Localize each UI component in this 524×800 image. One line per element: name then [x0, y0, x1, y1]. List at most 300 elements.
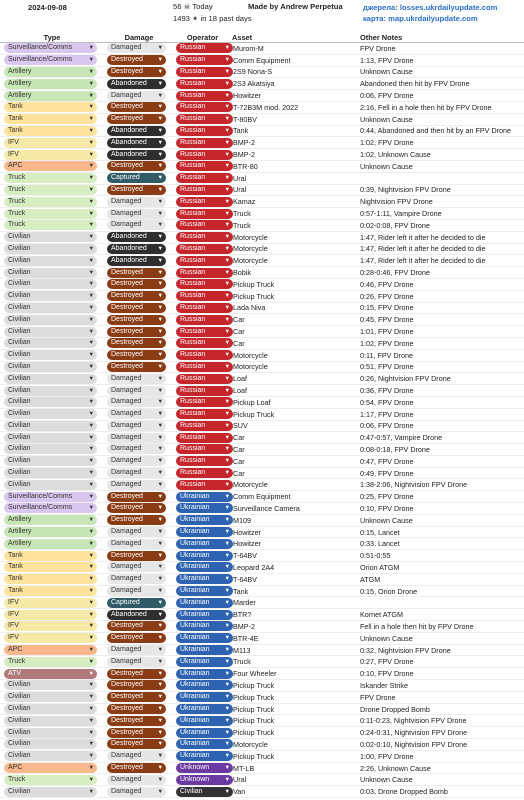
operator-select[interactable] [176, 444, 233, 454]
operator-select[interactable] [176, 350, 233, 360]
column-operator[interactable]: Operator [186, 33, 219, 42]
operator-select-label: Ukrainian [180, 716, 210, 724]
damage-select[interactable] [107, 362, 166, 372]
damage-select[interactable] [107, 55, 166, 65]
dropdown-arrow-icon: ▼ [224, 635, 230, 642]
damage-select[interactable] [107, 79, 166, 89]
damage-select[interactable] [107, 645, 166, 655]
damage-select[interactable] [107, 303, 166, 313]
damage-select[interactable] [107, 268, 166, 278]
column-damage[interactable]: Damage [124, 33, 154, 42]
damage-select[interactable] [107, 386, 166, 396]
type-select[interactable] [4, 716, 97, 726]
column-asset[interactable]: Asset [232, 33, 253, 42]
notes-cell: 0:51-0:55 [360, 551, 391, 561]
type-select[interactable] [4, 197, 97, 207]
dropdown-arrow-icon: ▼ [88, 222, 94, 229]
map-link[interactable]: карта: map.ukrdailyupdate.com [363, 14, 478, 23]
type-select[interactable] [4, 362, 97, 372]
operator-select[interactable] [176, 586, 233, 596]
asset-cell: Truck [233, 220, 251, 230]
dropdown-arrow-icon: ▼ [88, 694, 94, 701]
asset-cell: Ural [233, 173, 247, 183]
damage-select[interactable] [107, 43, 166, 53]
operator-select[interactable] [176, 386, 233, 396]
damage-select[interactable] [107, 315, 166, 325]
operator-select[interactable] [176, 161, 233, 171]
operator-select[interactable] [176, 67, 233, 77]
type-select[interactable] [4, 433, 97, 443]
type-select[interactable] [4, 515, 97, 525]
type-select[interactable] [4, 610, 97, 620]
type-select[interactable] [4, 209, 97, 219]
type-select[interactable] [4, 621, 97, 631]
dropdown-arrow-icon: ▼ [157, 540, 163, 547]
damage-select[interactable] [107, 515, 166, 525]
operator-select[interactable] [176, 173, 233, 183]
type-select[interactable] [4, 338, 97, 348]
operator-select-label: Russian [180, 374, 206, 382]
notes-cell: 1:00, FPV Drone [360, 751, 414, 761]
damage-select-label: Destroyed [111, 67, 143, 75]
dropdown-arrow-icon: ▼ [224, 540, 230, 547]
damage-select[interactable] [107, 421, 166, 431]
damage-select[interactable] [107, 279, 166, 289]
type-select[interactable] [4, 751, 97, 761]
type-select[interactable] [4, 586, 97, 596]
operator-select[interactable] [176, 55, 233, 65]
table-row [0, 421, 524, 433]
type-select-label: Tank [8, 103, 23, 111]
type-select[interactable] [4, 55, 97, 65]
type-select[interactable] [4, 256, 97, 266]
type-select[interactable] [4, 421, 97, 431]
damage-select[interactable] [107, 291, 166, 301]
type-select[interactable] [4, 728, 97, 738]
damage-select[interactable] [107, 598, 166, 608]
notes-cell: 0:51, FPV Drone [360, 362, 414, 372]
dropdown-arrow-icon: ▼ [88, 116, 94, 123]
type-select[interactable] [4, 138, 97, 148]
operator-select[interactable] [176, 787, 233, 797]
column-notes[interactable]: Other Notes [360, 33, 403, 42]
type-select[interactable] [4, 161, 97, 171]
operator-select[interactable] [176, 775, 233, 785]
dropdown-arrow-icon: ▼ [224, 729, 230, 736]
damage-select-label: Captured [111, 174, 140, 182]
type-select[interactable] [4, 220, 97, 230]
dropdown-arrow-icon: ▼ [88, 788, 94, 795]
damage-select[interactable] [107, 244, 166, 254]
dropdown-arrow-icon: ▼ [224, 493, 230, 500]
damage-select[interactable] [107, 209, 166, 219]
operator-select[interactable] [176, 574, 233, 584]
operator-select[interactable] [176, 433, 233, 443]
type-select[interactable] [4, 539, 97, 549]
damage-select-label: Damaged [111, 374, 142, 382]
operator-select[interactable] [176, 503, 233, 513]
type-select[interactable] [4, 456, 97, 466]
column-type[interactable]: Type [43, 33, 61, 42]
type-select[interactable] [4, 527, 97, 537]
dropdown-arrow-icon: ▼ [224, 682, 230, 689]
damage-select[interactable] [107, 338, 166, 348]
operator-select[interactable] [176, 669, 233, 679]
dropdown-arrow-icon: ▼ [224, 576, 230, 583]
type-select[interactable] [4, 327, 97, 337]
damage-select[interactable] [107, 161, 166, 171]
operator-select[interactable] [176, 315, 233, 325]
type-select[interactable] [4, 692, 97, 702]
type-select[interactable] [4, 480, 97, 490]
damage-select[interactable] [107, 220, 166, 230]
notes-cell: Iskander Strike [360, 680, 408, 690]
dropdown-arrow-icon: ▼ [224, 788, 230, 795]
operator-select[interactable] [176, 327, 233, 337]
operator-select[interactable] [176, 197, 233, 207]
operator-select[interactable] [176, 539, 233, 549]
damage-select-label: Damaged [111, 421, 142, 429]
dropdown-arrow-icon: ▼ [157, 776, 163, 783]
asset-cell: BMP-2 [233, 621, 255, 631]
operator-select[interactable] [176, 527, 233, 537]
operator-select[interactable] [176, 362, 233, 372]
dropdown-arrow-icon: ▼ [224, 694, 230, 701]
damage-select[interactable] [107, 574, 166, 584]
type-select[interactable] [4, 704, 97, 714]
damage-select[interactable] [107, 350, 166, 360]
operator-select[interactable] [176, 739, 233, 749]
damage-select[interactable] [107, 138, 166, 148]
type-select[interactable] [4, 173, 97, 183]
dropdown-arrow-icon: ▼ [224, 481, 230, 488]
damage-select[interactable] [107, 539, 166, 549]
operator-select[interactable] [176, 79, 233, 89]
asset-cell: Pickup Truck [233, 291, 275, 301]
operator-select[interactable] [176, 185, 233, 195]
type-select[interactable] [4, 468, 97, 478]
damage-select[interactable] [107, 197, 166, 207]
dropdown-arrow-icon: ▼ [157, 210, 163, 217]
operator-select-label: Russian [180, 303, 206, 311]
dropdown-arrow-icon: ▼ [224, 670, 230, 677]
damage-select[interactable] [107, 751, 166, 761]
damage-select-label: Damaged [111, 752, 142, 760]
notes-cell: 1:38-2:06, Nightvision FPV Drone [360, 480, 468, 490]
type-select[interactable] [4, 91, 97, 101]
type-select[interactable] [4, 150, 97, 160]
type-select[interactable] [4, 315, 97, 325]
operator-select[interactable] [176, 551, 233, 561]
type-select[interactable] [4, 645, 97, 655]
damage-select[interactable] [107, 562, 166, 572]
damage-select-label: Destroyed [111, 622, 143, 630]
operator-select[interactable] [176, 657, 233, 667]
type-select[interactable] [4, 551, 97, 561]
type-select[interactable] [4, 79, 97, 89]
operator-select[interactable] [176, 492, 233, 502]
dropdown-arrow-icon: ▼ [157, 481, 163, 488]
damage-select[interactable] [107, 126, 166, 136]
damage-select[interactable] [107, 621, 166, 631]
operator-select[interactable] [176, 102, 233, 112]
operator-select[interactable] [176, 480, 233, 490]
damage-select[interactable] [107, 409, 166, 419]
damage-select[interactable] [107, 468, 166, 478]
table-row [0, 751, 524, 763]
type-select[interactable] [4, 303, 97, 313]
dropdown-arrow-icon: ▼ [88, 163, 94, 170]
damage-select[interactable] [107, 150, 166, 160]
damage-select[interactable] [107, 114, 166, 124]
dropdown-arrow-icon: ▼ [157, 529, 163, 536]
operator-select[interactable] [176, 209, 233, 219]
asset-cell: Car [233, 338, 245, 348]
operator-select[interactable] [176, 633, 233, 643]
dropdown-arrow-icon: ▼ [88, 552, 94, 559]
type-select[interactable] [4, 409, 97, 419]
type-select[interactable] [4, 763, 97, 773]
operator-select[interactable] [176, 704, 233, 714]
damage-select[interactable] [107, 610, 166, 620]
operator-select[interactable] [176, 126, 233, 136]
asset-cell: BTR? [233, 610, 252, 620]
asset-cell: SUV [233, 421, 248, 431]
type-select[interactable] [4, 43, 97, 53]
operator-select[interactable] [176, 256, 233, 266]
operator-select[interactable] [176, 680, 233, 690]
type-select[interactable] [4, 574, 97, 584]
type-select[interactable] [4, 386, 97, 396]
losses-table [0, 43, 524, 798]
operator-select[interactable] [176, 138, 233, 148]
asset-cell: 2S9 Nona-S [233, 67, 273, 77]
operator-select[interactable] [176, 374, 233, 384]
operator-select[interactable] [176, 621, 233, 631]
sources-link[interactable]: джерела: losses.ukrdailyupdate.com [363, 3, 498, 12]
operator-select-label: Russian [180, 233, 206, 241]
type-select[interactable] [4, 669, 97, 679]
operator-select[interactable] [176, 456, 233, 466]
damage-select[interactable] [107, 102, 166, 112]
dropdown-arrow-icon: ▼ [157, 198, 163, 205]
operator-select-label: Russian [180, 351, 206, 359]
dropdown-arrow-icon: ▼ [88, 45, 94, 52]
damage-select[interactable] [107, 704, 166, 714]
type-select[interactable] [4, 492, 97, 502]
type-select[interactable] [4, 126, 97, 136]
operator-select[interactable] [176, 751, 233, 761]
damage-select-label: Destroyed [111, 504, 143, 512]
damage-select[interactable] [107, 586, 166, 596]
dropdown-arrow-icon: ▼ [157, 139, 163, 146]
asset-cell: Motorcycle [233, 244, 268, 254]
type-select[interactable] [4, 244, 97, 254]
type-select[interactable] [4, 185, 97, 195]
explosion-icon: ✴ [192, 14, 199, 23]
notes-cell: 1:02, FPV Drone [360, 338, 414, 348]
damage-select[interactable] [107, 633, 166, 643]
operator-select-label: Russian [180, 410, 206, 418]
damage-select[interactable] [107, 374, 166, 384]
type-select[interactable] [4, 739, 97, 749]
damage-select[interactable] [107, 232, 166, 242]
dropdown-arrow-icon: ▼ [224, 245, 230, 252]
operator-select[interactable] [176, 232, 233, 242]
asset-cell: Kamaz [233, 197, 256, 207]
operator-select[interactable] [176, 150, 233, 160]
operator-select[interactable] [176, 220, 233, 230]
type-select-label: IFV [8, 622, 19, 630]
dropdown-arrow-icon: ▼ [224, 505, 230, 512]
operator-select-label: Russian [180, 398, 206, 406]
damage-select[interactable] [107, 527, 166, 537]
damage-select-label: Destroyed [111, 115, 143, 123]
damage-select[interactable] [107, 716, 166, 726]
damage-select[interactable] [107, 91, 166, 101]
damage-select[interactable] [107, 503, 166, 513]
dropdown-arrow-icon: ▼ [157, 517, 163, 524]
notes-cell: Unknown Cause [360, 67, 413, 77]
operator-select[interactable] [176, 610, 233, 620]
operator-select[interactable] [176, 515, 233, 525]
notes-cell: 0:06, FPV Drone [360, 91, 414, 101]
type-select[interactable] [4, 102, 97, 112]
dropdown-arrow-icon: ▼ [88, 234, 94, 241]
operator-select[interactable] [176, 692, 233, 702]
type-select[interactable] [4, 444, 97, 454]
damage-select[interactable] [107, 763, 166, 773]
damage-select[interactable] [107, 173, 166, 183]
operator-select[interactable] [176, 716, 233, 726]
skull-icon: ☠ [183, 2, 191, 11]
operator-select[interactable] [176, 562, 233, 572]
dropdown-arrow-icon: ▼ [88, 599, 94, 606]
dropdown-arrow-icon: ▼ [157, 151, 163, 158]
operator-select[interactable] [176, 268, 233, 278]
damage-select[interactable] [107, 256, 166, 266]
damage-select[interactable] [107, 657, 166, 667]
damage-select[interactable] [107, 692, 166, 702]
dropdown-arrow-icon: ▼ [88, 611, 94, 618]
table-row [0, 538, 524, 550]
past-count [173, 14, 252, 23]
type-select[interactable] [4, 350, 97, 360]
damage-select[interactable] [107, 492, 166, 502]
type-select[interactable] [4, 680, 97, 690]
type-select[interactable] [4, 598, 97, 608]
operator-select[interactable] [176, 728, 233, 738]
damage-select-label: Destroyed [111, 315, 143, 323]
damage-select-label: Damaged [111, 221, 142, 229]
type-select[interactable] [4, 67, 97, 77]
damage-select[interactable] [107, 787, 166, 797]
operator-select[interactable] [176, 303, 233, 313]
damage-select[interactable] [107, 456, 166, 466]
operator-select[interactable] [176, 291, 233, 301]
type-select[interactable] [4, 633, 97, 643]
dropdown-arrow-icon: ▼ [224, 328, 230, 335]
operator-select[interactable] [176, 468, 233, 478]
type-select[interactable] [4, 291, 97, 301]
dropdown-arrow-icon: ▼ [88, 411, 94, 418]
damage-select-label: Damaged [111, 646, 142, 654]
dropdown-arrow-icon: ▼ [88, 186, 94, 193]
type-select[interactable] [4, 503, 97, 513]
damage-select[interactable] [107, 775, 166, 785]
table-row [0, 149, 524, 161]
damage-select[interactable] [107, 551, 166, 561]
type-select-label: Civilian [8, 315, 31, 323]
dropdown-arrow-icon: ▼ [157, 163, 163, 170]
operator-select[interactable] [176, 114, 233, 124]
damage-select[interactable] [107, 444, 166, 454]
damage-select[interactable] [107, 67, 166, 77]
damage-select[interactable] [107, 185, 166, 195]
damage-select[interactable] [107, 669, 166, 679]
dropdown-arrow-icon: ▼ [157, 175, 163, 182]
operator-select-label: Civilian [180, 787, 203, 795]
operator-select[interactable] [176, 43, 233, 53]
operator-select[interactable] [176, 409, 233, 419]
type-select[interactable] [4, 397, 97, 407]
damage-select[interactable] [107, 739, 166, 749]
damage-select[interactable] [107, 728, 166, 738]
operator-select[interactable] [176, 397, 233, 407]
type-select-label: Civilian [8, 303, 31, 311]
type-select-label: Civilian [8, 469, 31, 477]
damage-select[interactable] [107, 480, 166, 490]
operator-select[interactable] [176, 645, 233, 655]
dropdown-arrow-icon: ▼ [157, 564, 163, 571]
operator-select-label: Russian [180, 433, 206, 441]
type-select-label: Civilian [8, 256, 31, 264]
operator-select[interactable] [176, 91, 233, 101]
damage-select[interactable] [107, 680, 166, 690]
operator-select[interactable] [176, 338, 233, 348]
type-select-label: Civilian [8, 327, 31, 335]
dropdown-arrow-icon: ▼ [224, 741, 230, 748]
damage-select-label: Abandoned [111, 79, 147, 87]
damage-select[interactable] [107, 327, 166, 337]
table-row [0, 739, 524, 751]
operator-select[interactable] [176, 598, 233, 608]
type-select-label: Civilian [8, 233, 31, 241]
damage-select[interactable] [107, 397, 166, 407]
dropdown-arrow-icon: ▼ [224, 470, 230, 477]
damage-select-label: Destroyed [111, 716, 143, 724]
operator-select[interactable] [176, 279, 233, 289]
type-select-label: Civilian [8, 268, 31, 276]
table-row [0, 185, 524, 197]
type-select[interactable] [4, 775, 97, 785]
type-select[interactable] [4, 268, 97, 278]
table-row [0, 468, 524, 480]
type-select[interactable] [4, 114, 97, 124]
type-select[interactable] [4, 232, 97, 242]
type-select[interactable] [4, 562, 97, 572]
type-select[interactable] [4, 787, 97, 797]
dropdown-arrow-icon: ▼ [88, 658, 94, 665]
damage-select[interactable] [107, 433, 166, 443]
type-select[interactable] [4, 374, 97, 384]
notes-cell: Kornet ATGM [360, 610, 404, 620]
type-select[interactable] [4, 657, 97, 667]
type-select[interactable] [4, 279, 97, 289]
operator-select[interactable] [176, 244, 233, 254]
operator-select[interactable] [176, 421, 233, 431]
operator-select[interactable] [176, 763, 233, 773]
